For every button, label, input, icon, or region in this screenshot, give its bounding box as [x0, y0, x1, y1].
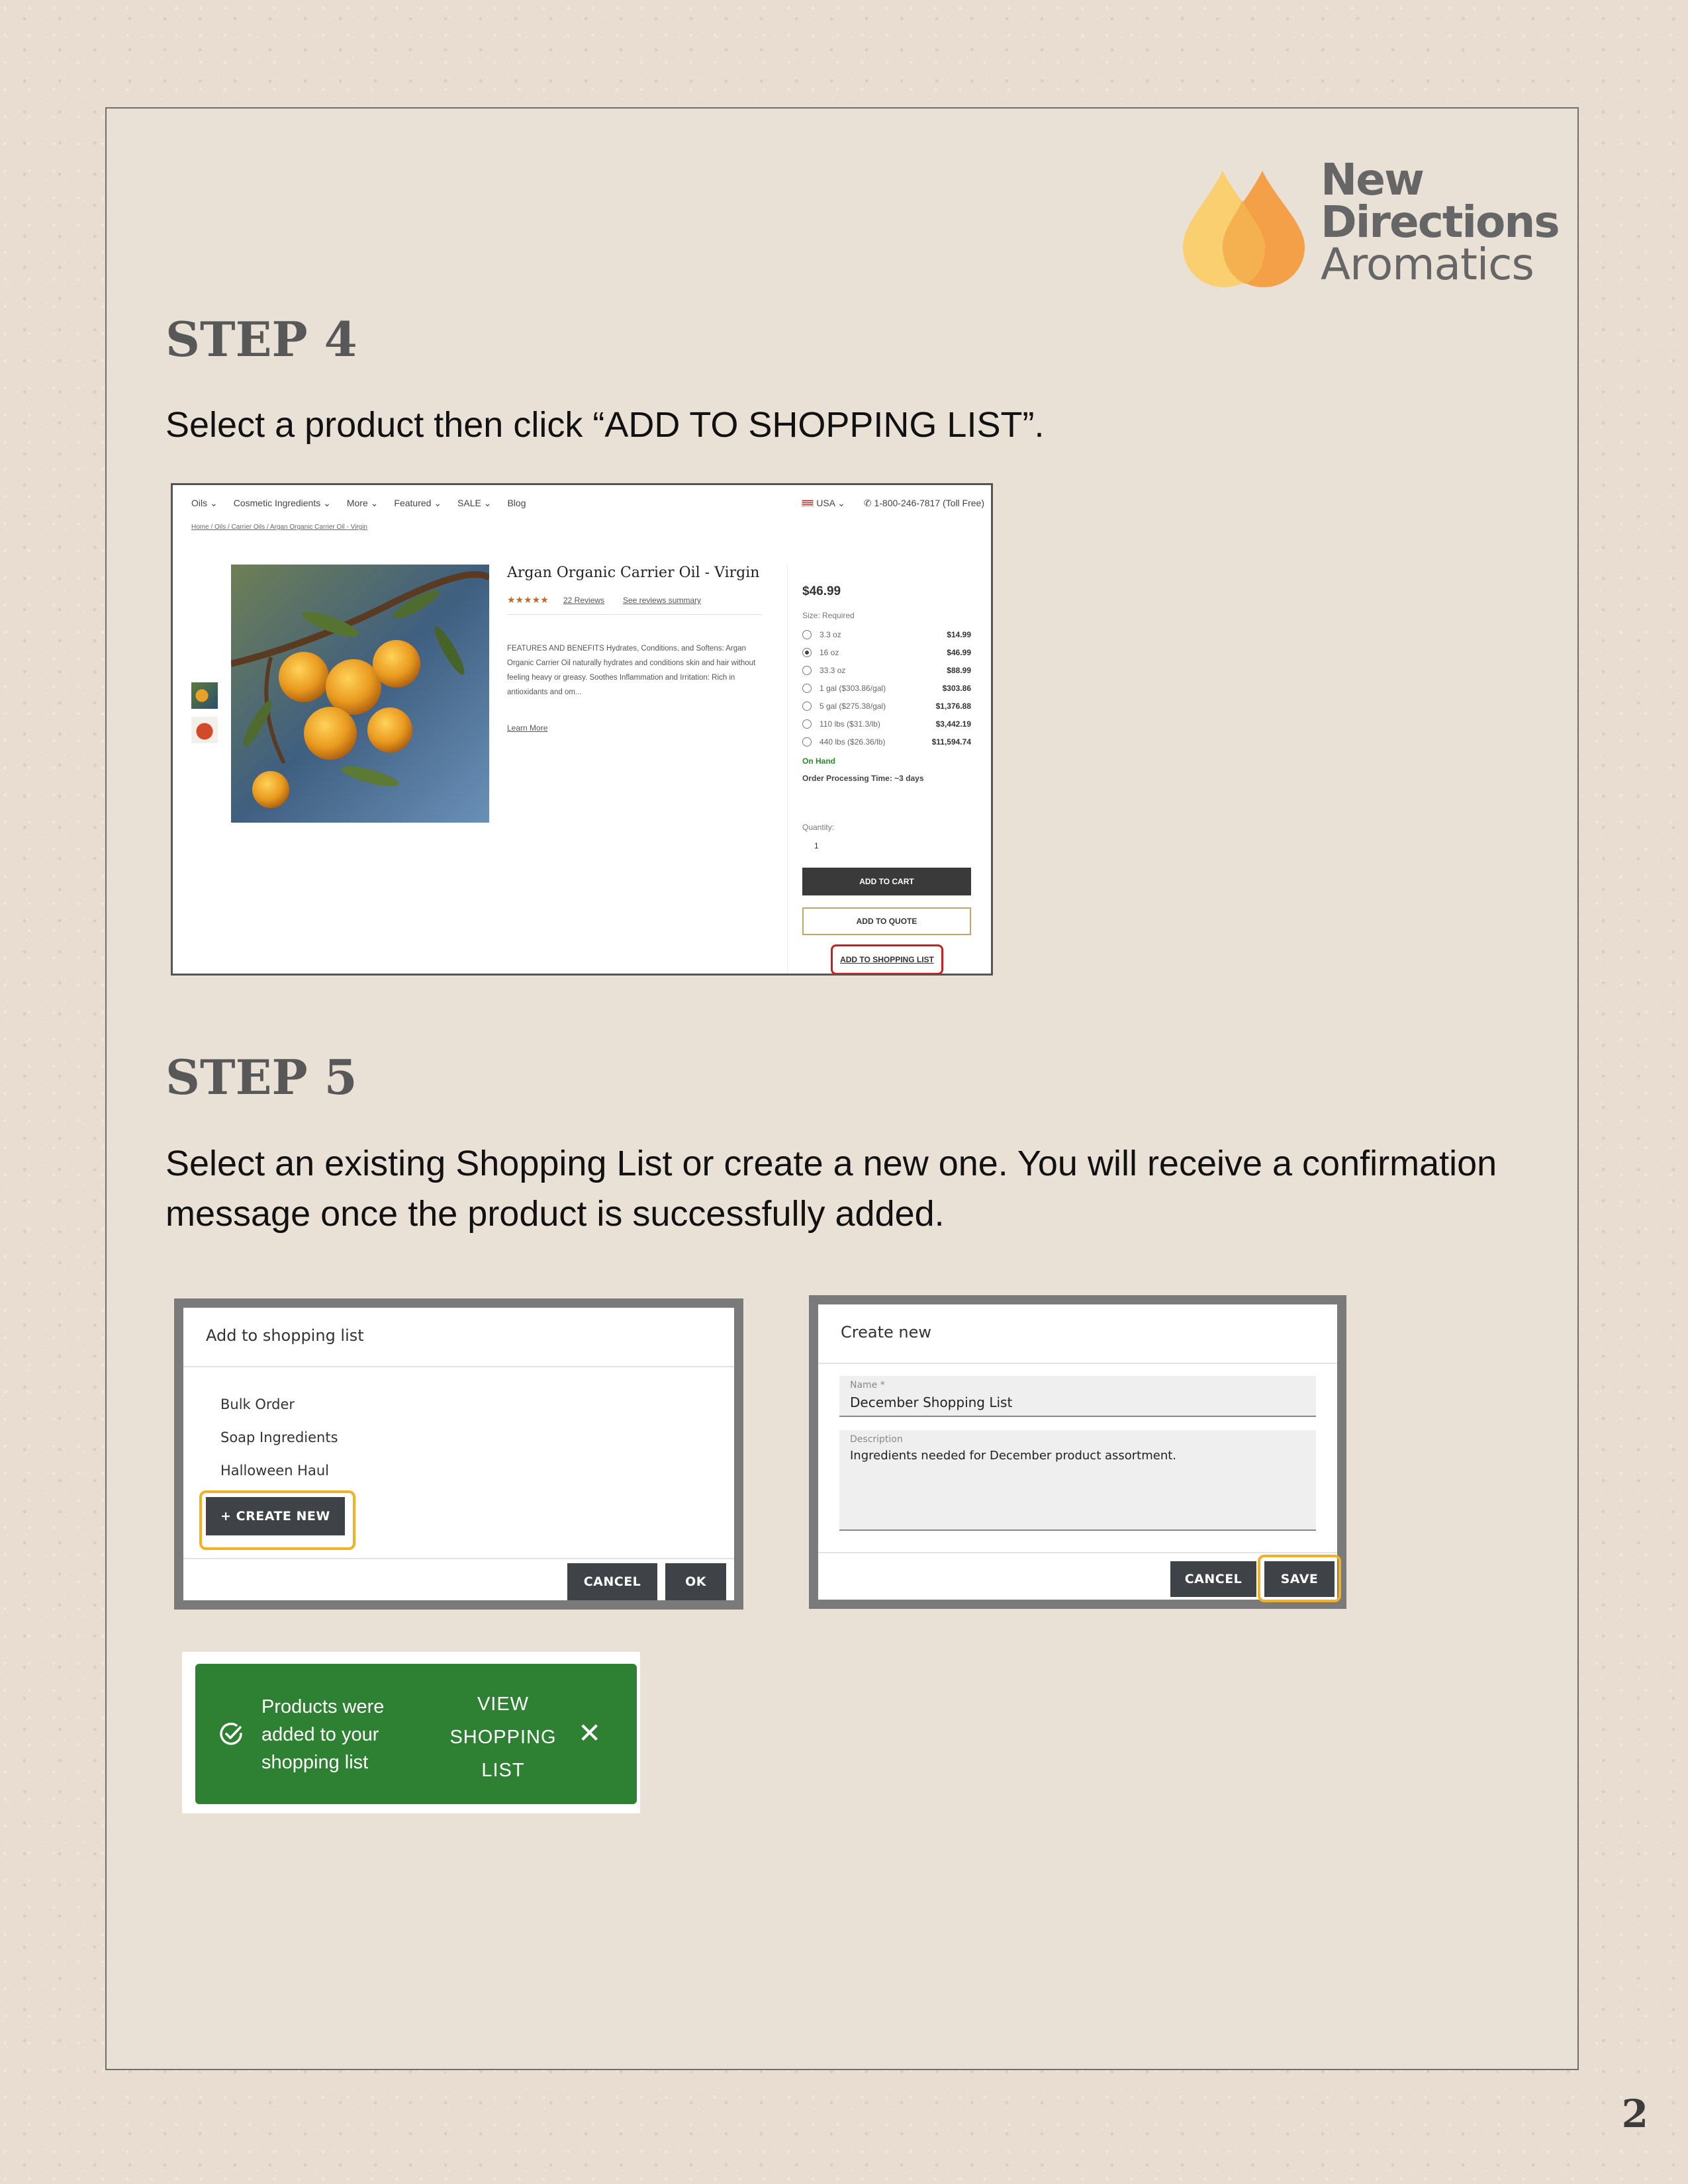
product-page-screenshot — [171, 483, 993, 976]
radio-button[interactable] — [802, 666, 812, 675]
list-option-soap-ingredients[interactable]: Soap Ingredients — [220, 1430, 338, 1445]
add-to-list-modal — [183, 1308, 734, 1600]
create-list-modal — [818, 1304, 1337, 1600]
modal-divider — [183, 1366, 734, 1367]
create-list-modal-screenshot — [809, 1295, 1346, 1609]
region-label: USA ⌄ — [816, 497, 845, 508]
radio-button[interactable] — [802, 702, 812, 711]
name-field-value: December Shopping List — [850, 1394, 1013, 1410]
logo-line-3: Aromatics — [1321, 239, 1534, 290]
size-option[interactable] — [802, 715, 971, 733]
phone-number[interactable] — [864, 498, 984, 509]
size-option-price: $46.99 — [947, 647, 971, 657]
learn-more-link[interactable]: Learn More — [507, 723, 548, 733]
buy-box — [787, 565, 984, 976]
price: $46.99 — [802, 584, 841, 598]
phone-icon: ✆ — [863, 497, 874, 508]
title-divider — [507, 614, 762, 615]
breadcrumb[interactable]: Home / Oils / Carrier Oils / Argan Organic Carrier Oil - Virgin — [191, 523, 367, 531]
nav-item-cosmetic[interactable]: Cosmetic Ingredients ⌄ — [233, 497, 331, 508]
size-option[interactable] — [802, 679, 971, 697]
step4-instructions: Select a product then click “ADD TO SHOPPING LIST”. — [165, 405, 1045, 445]
create-new-button[interactable]: + CREATE NEW — [206, 1497, 345, 1535]
size-option[interactable] — [802, 733, 971, 751]
radio-button[interactable] — [802, 684, 812, 693]
size-option-label: 1 gal ($303.86/gal) — [820, 683, 886, 693]
size-option[interactable] — [802, 643, 971, 661]
size-option-price: $3,442.19 — [935, 719, 971, 729]
toast-message: Products were added to your shopping list — [261, 1696, 385, 1773]
stock-status: On Hand — [802, 756, 835, 766]
size-option-label: 110 lbs ($31.3/lb) — [820, 719, 880, 729]
droplet-logo-icon — [1182, 164, 1314, 290]
quantity-input[interactable]: 1 — [814, 841, 819, 850]
radio-button[interactable] — [802, 719, 812, 729]
nav-item-sale[interactable]: SALE ⌄ — [457, 497, 492, 508]
nav-item-more[interactable]: More ⌄ — [346, 497, 379, 508]
description-field[interactable] — [839, 1430, 1316, 1531]
phone-text: 1-800-246-7817 (Toll Free) — [874, 497, 984, 508]
size-option-price: $14.99 — [947, 629, 971, 639]
description-field-value: Ingredients needed for December product assortment. — [850, 1449, 1177, 1463]
brand-logo — [1182, 154, 1559, 291]
close-icon[interactable]: ✕ — [578, 1717, 602, 1749]
modal-footer-divider — [183, 1558, 734, 1559]
add-to-quote-button[interactable]: ADD TO QUOTE — [802, 907, 971, 935]
save-button[interactable]: SAVE — [1264, 1561, 1335, 1597]
nav-item-featured[interactable]: Featured ⌄ — [394, 497, 442, 508]
size-option-price: $303.86 — [942, 683, 971, 693]
add-to-shopping-list-button[interactable]: ADD TO SHOPPING LIST — [831, 944, 943, 975]
logo-line-1: New — [1321, 154, 1423, 205]
success-toast — [195, 1664, 637, 1804]
thumbnail-fruit[interactable] — [191, 682, 218, 709]
radio-button[interactable] — [802, 737, 812, 747]
size-label: Size: Required — [802, 611, 855, 620]
view-shopping-list-button[interactable]: VIEW SHOPPING LIST — [449, 1694, 557, 1781]
modal-title: Add to shopping list — [206, 1326, 364, 1345]
size-option[interactable] — [802, 625, 971, 643]
size-option-label: 440 lbs ($26.36/lb) — [820, 737, 886, 747]
step4-title: STEP 4 — [165, 311, 357, 367]
thumbnail-strip — [191, 682, 218, 751]
size-option[interactable] — [802, 697, 971, 715]
radio-button-selected[interactable] — [802, 648, 812, 657]
region-selector[interactable] — [802, 498, 845, 509]
argan-fruit-image — [231, 565, 489, 823]
product-title: Argan Organic Carrier Oil - Virgin — [507, 565, 760, 581]
page-number: 2 — [1621, 2091, 1648, 2136]
size-option-label: 5 gal ($275.38/gal) — [820, 701, 886, 711]
list-option-bulk-order[interactable]: Bulk Order — [220, 1396, 295, 1412]
step5-line-2: message once the product is successfully added. — [165, 1194, 945, 1234]
description-field-label: Description — [850, 1434, 903, 1445]
add-to-cart-button[interactable]: ADD TO CART — [802, 868, 971, 895]
processing-time: Order Processing Time: ~3 days — [802, 774, 924, 783]
product-features: FEATURES AND BENEFITS Hydrates, Conditions, and Softens: Argan Organic Carrier Oil naturally hydrates and conditions skin and hair without feeling heavy or greasy. Soothes Inflammation and Irritation: Rich in antioxidants and om... — [507, 645, 756, 696]
radio-button[interactable] — [802, 630, 812, 639]
nav-item-blog[interactable]: Blog — [507, 498, 526, 508]
name-field-label: Name * — [850, 1380, 885, 1390]
size-option-price: $88.99 — [947, 665, 971, 675]
product-image — [231, 565, 489, 823]
size-option-label: 3.3 oz — [820, 629, 841, 639]
cancel-button[interactable]: CANCEL — [1170, 1561, 1256, 1597]
nav-item-oils[interactable]: Oils ⌄ — [191, 497, 218, 508]
modal-title: Create new — [841, 1323, 931, 1342]
ok-button[interactable]: OK — [665, 1563, 726, 1600]
toast-screenshot — [182, 1652, 640, 1813]
size-option-price: $11,594.74 — [931, 737, 971, 747]
add-to-list-modal-screenshot — [174, 1298, 743, 1610]
reviews-summary-link[interactable]: See reviews summary — [623, 596, 702, 605]
size-option-label: 16 oz — [820, 647, 839, 657]
reviews-link[interactable]: 22 Reviews — [563, 596, 605, 605]
name-field[interactable] — [839, 1376, 1316, 1417]
rating-stars: ★★★★★ — [507, 594, 549, 605]
thumbnail-bottle[interactable] — [191, 717, 218, 743]
quantity-label: Quantity: — [802, 823, 835, 832]
logo-wordmark — [1321, 154, 1559, 290]
check-circle-icon — [218, 1721, 244, 1747]
modal-footer-divider — [818, 1552, 1337, 1553]
size-options — [802, 625, 971, 751]
us-flag-icon — [802, 500, 814, 507]
size-option[interactable] — [802, 661, 971, 679]
size-option-label: 33.3 oz — [820, 665, 846, 675]
step5-title: STEP 5 — [165, 1049, 357, 1105]
step5-instructions — [165, 1138, 1497, 1239]
list-option-halloween-haul[interactable]: Halloween Haul — [220, 1463, 329, 1479]
logo-line-2: Directions — [1321, 197, 1559, 248]
step5-line-1: Select an existing Shopping List or create a new one. You will receive a confirmation — [165, 1144, 1497, 1183]
modal-divider — [818, 1363, 1337, 1364]
top-navigation — [191, 493, 984, 513]
size-option-price: $1,376.88 — [935, 701, 971, 711]
cancel-button[interactable]: CANCEL — [567, 1563, 657, 1600]
